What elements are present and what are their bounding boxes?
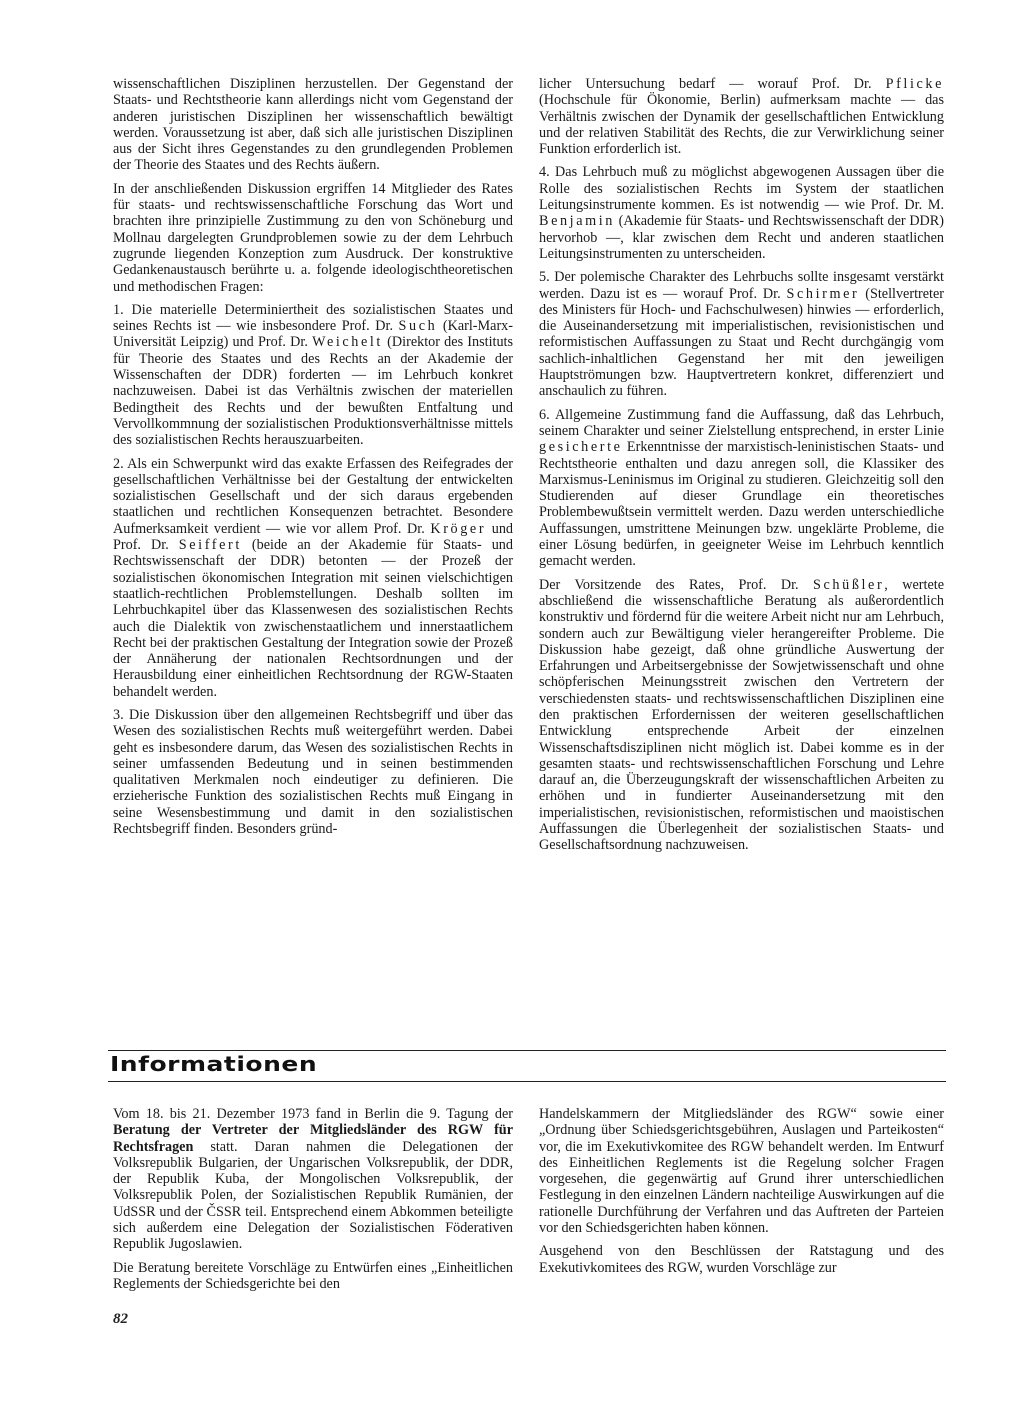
section-rule-bottom [108,1081,946,1082]
info-right-column [539,1106,944,1276]
text-run: (Stellvertreter des Ministers für Hoch- und Fachschulwesen) hinwies — erforderlich, die Auseinandersetzung mit imperialistischen, revisionistischen und reformistischen Auffassungen zu Staat und Recht durchgängig vom sachlich-inhaltlichen Gegenstand her mit den jeweiligen Hauptströmungen bzw. Hauptvertretern konkret, differenziert und anschaulich zu führen. [539,285,944,400]
person-name: Kröger [430,520,487,537]
text-run: (Karl-Marx-Universität Leipzig) und Prof. Dr. [113,318,513,351]
right-paragraph-point-6 [539,407,944,570]
text-run: (Akademie für Staats- und Rechtswissenschaft der DDR) hervorhob —, klar zwischen dem Recht und anderen staatlichen Leitungsinstrumenten zu unterscheiden. [539,213,944,262]
left-paragraph-point-1 [113,302,513,449]
text-run: (Hochschule für Ökonomie, Berlin) aufmerksam machte — das Verhältnis zwischen der Dynamik der gesellschaftlichen Entwicklung und der relativen Stabilität des Rechts, die zur Verwirklichung seiner Funktion erforderlich ist. [539,92,944,158]
text-run: statt. Daran nahmen die Delegationen der Volksrepublik Bulgarien, der Ungarischen Volksrepublik, der DDR, der Republik Kuba, der Mongolischen Volksrepublik, der Volksrepublik Polen, der Sozialistischen Republik Rumänien, der UdSSR und der ČSSR teil. Entsprechend einem Abkommen beteiligte sich außerdem eine Delegation der Sozialistischen Föderativen Republik Jugoslawien. [113,1138,513,1253]
text-run: (Direktor des Instituts für Theorie des Staates und des Rechts an der Akademie der Wissenschaften der DDR) forderten — im Lehrbuch konkret nachzuweisen. Dabei ist das Verhältnis zwischen der materiellen Bedingtheit des Rechts und der bewußten Entfaltung und Vervollkommnung der sozialistischen Produktionsverhältnisse mittels des sozialistischen Rechts herauszuarbeiten. [113,334,514,449]
right-paragraph-1 [539,76,944,157]
emphasized-word: gesicherte [539,439,623,456]
info-paragraph-4: Ausgehend von den Beschlüssen der Ratstagung und des Exekutivkomitees des RGW, wurden Vorschläge zur [539,1243,944,1276]
person-name: Pflicke [885,76,944,92]
right-paragraph-point-5 [539,269,944,399]
text-run: 5. Der polemische Charakter des Lehrbuchs sollte insgesamt verstärkt werden. Dazu ist es — worauf Prof. Dr. [539,269,944,302]
text-run: , wertete abschließend die wissenschaftliche Beratung als außerordentlich konstruktiv und fördernd für die weitere Arbeit nicht nur am Lehrbuch, sondern auch zur Bewältigung vieler herangereifter Probleme. Die Diskussion habe gezeigt, daß ohne gründliche Auswertung der Erfahrungen und Arbeitsergebnisse der Sowjetwissenschaft und ohne schöpferischen Meinungsstreit zwischen den Vertretern der verschiedensten staats- und rechtswissenschaftlichen Disziplinen eine den praktischen Erfordernissen der weiteren gesellschaftlichen Entwicklung entsprechende Arbeit der einzelnen Wissenschaftsdisziplinen nicht möglich ist. Dabei komme es in der gesamten staats- und rechtswissenschaftlichen Forschung und Lehre darauf an, die Überzeugungskraft der wissenschaftlichen Arbeiten zu erhöhen und in fundierter Auseinandersetzung mit den imperialistischen, revisionistischen, reformistischen und maoistischen Auffassungen die Überlegenheit der sozialistischen Staats- und Gesellschaftsordnung nachzuweisen. [539,576,945,854]
info-paragraph-1 [113,1106,513,1253]
person-name: Such [398,318,438,335]
left-paragraph-2: In der anschließenden Diskussion ergriffen 14 Mitglieder des Rates für staats- und rechtswissenschaftliche Forschung das Wort und brachten ihre prinzipielle Zustimmung zu den von Schöneburg und Mollnau dargelegten Grundproblemen sowie zu der dem Lehrbuch zugrunde liegenden Konzeption zum Ausdruck. Der konstruktive Gedankenaustausch berührte u. a. folgende ideologischtheoretischen und methodischen Fragen: [113,180,513,295]
person-name: Schüßler [813,576,885,593]
right-column [539,76,944,854]
left-paragraph-point-2 [113,456,513,700]
text-run: 4. Das Lehrbuch muß zu möglichst abgewogenen Aussagen über die Rolle des sozialistischen Rechts im System der staatlichen Leitungsinstrumente kommen. Es ist notwendig — wie Prof. Dr. M. [539,164,944,214]
person-name: Benjamin [539,213,615,230]
person-name: Seiffert [178,537,242,554]
text-run: (beide an der Akademie für Staats- und Rechtswissenschaft der DDR) betonten — der Prozeß der sozialistischen ökonomischen Integration mit seinen vielschichtigen staatlich-rechtlichen Problemstellungen. Deshalb sollten im Lehrbuchkapitel über das Klassenwesen des sozialistischen Rechts auch die Dialektik von zwischenstaatlichem und innerstaatlichem Recht bei der praktischen Gestaltung der Integration sowie der Prozeß der Annäherung der nationalen Rechtsordnungen und der Herausbildung einer einheitlichen Rechtsordnung der RGW-Staaten behandelt werden. [113,537,513,700]
text-run: und Prof. Dr. [113,520,514,554]
text-run: Der Vorsitzende des Rates, Prof. Dr. [539,576,814,593]
text-run: Erkenntnisse der marxistisch-leninistischen Staats- und Rechtstheorie enthalten und dazu anregen soll, die Klassiker des Marxismus-Leninismus im Original zu studieren. Gleichzeitig soll den Studierenden auf dieser Grundlage ein theoretisches Problembewußtsein vermittelt werden. Dazu werden unterschiedliche Auffassungen, umstrittene Meinungen bzw. ungeklärte Probleme, die einer Lösung bedürfen, in geeigneter Weise im Lehrbuch kenntlich gemacht werden. [539,439,944,570]
info-paragraph-3: Handelskammern der Mitgliedsländer des RGW“ sowie einer „Ordnung über Schiedsgerichtsgebühren, Auslagen und Parteikosten“ vor, die im Exekutivkomitee des RGW behandelt werden. Im Entwurf des Einheitlichen Reglements ist die Regelung solcher Fragen vorgesehen, die gegenwärtig auf Grund ihrer unterschiedlichen Festlegung in den einzelnen Ländern nachteilige Auswirkungen auf die rationelle Durchführung der Verfahren und das Auftreten der Parteien vor den Schiedsgerichten haben können. [539,1106,944,1237]
bold-event-name: Beratung der Vertreter der Mitgliedsländer des RGW für Rechtsfragen [113,1122,513,1155]
section-rule-top [108,1050,946,1051]
person-name: Schirmer [786,285,860,302]
page-number: 82 [113,1311,128,1327]
info-left-column [113,1106,513,1292]
person-name: Weichelt [312,334,383,351]
text-run: 2. Als ein Schwerpunkt wird das exakte Erfassen des Reifegrades der gesellschaftlichen Verhältnisse bei der Gestaltung der entwickelten sozialistischen Gesellschaft und der sich daraus ergebenden staatlichen und rechtlichen Konsequenzen betrachtet. Besondere Aufmerksamkeit verdient — wie vor allem Prof. Dr. [113,455,513,537]
text-run: 6. Allgemeine Zustimmung fand die Auffassung, daß das Lehrbuch, seinem Charakter und seiner Zielstellung entsprechend, in erster Linie [539,406,944,439]
right-paragraph-conclusion [539,577,944,854]
left-paragraph-point-3: 3. Die Diskussion über den allgemeinen Rechtsbegriff und über das Wesen des sozialistischen Rechts muß weitergeführt werden. Dabei geht es insbesondere darum, das Wesen des sozialistischen Rechts in seiner umfassenden Bedeutung und in seinen bestimmenden qualitativen Merkmalen noch eindeutiger zu definieren. Die erzieherische Funktion des sozialistischen Rechts muß Eingang in seine Wesensbestimmung und damit in den sozialistischen Rechtsbegriff finden. Besonders gründ- [113,706,513,838]
text-run: 1. Die materielle Determiniertheit des sozialistischen Staates und seines Rechts ist — wie insbesondere Prof. Dr. [113,301,513,335]
section-heading: Informationen [110,1052,318,1076]
left-paragraph-1: wissenschaftlichen Disziplinen herzustellen. Der Gegenstand der Staats- und Rechtstheorie kann allerdings nicht vom Gegenstand der anderen juristischen Disziplinen her wissenschaftlich bewältigt werden. Voraussetzung ist aber, daß sich alle juristischen Disziplinen aus der Sicht ihres Gegenstandes zu den grundlegenden Problemen der Theorie des Staates und des Rechts äußern. [113,76,513,174]
left-column [113,76,513,837]
text-run: licher Untersuchung bedarf — worauf Prof. Dr. [539,76,886,92]
info-paragraph-2: Die Beratung bereitete Vorschläge zu Entwürfen eines „Einheitlichen Reglements der Schiedsgerichte bei den [113,1259,513,1292]
right-paragraph-point-4 [539,164,944,262]
text-run: Vom 18. bis 21. Dezember 1973 fand in Berlin die 9. Tagung der [113,1106,513,1122]
